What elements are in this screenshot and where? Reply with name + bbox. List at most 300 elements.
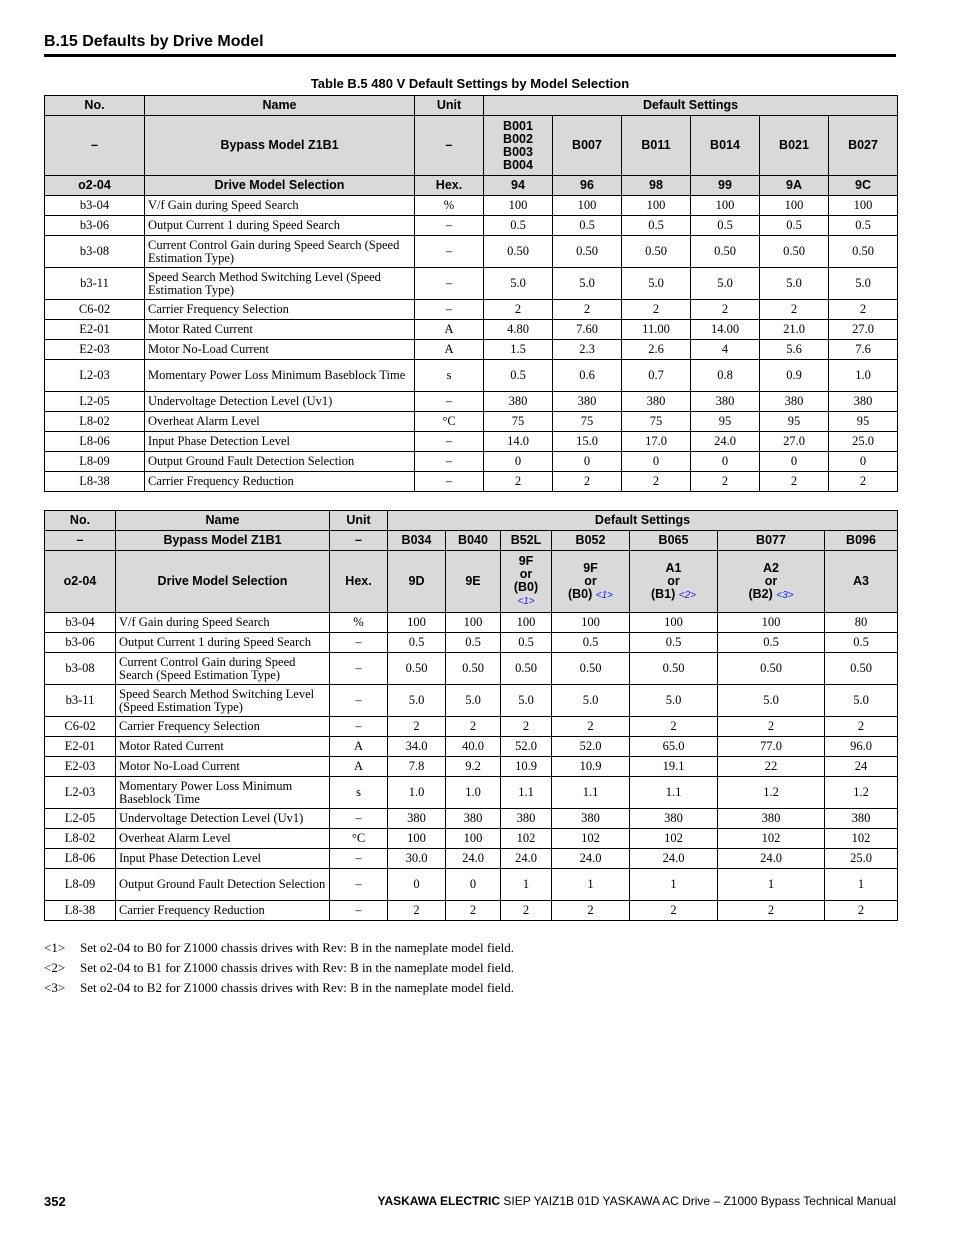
col-header-default-settings: Default Settings bbox=[484, 96, 898, 116]
table-row bbox=[45, 613, 898, 633]
param-value: 5.0 bbox=[388, 685, 446, 717]
table-row bbox=[45, 452, 898, 472]
bypass-name: Bypass Model Z1B1 bbox=[145, 116, 415, 176]
param-value: 0 bbox=[691, 452, 760, 472]
param-name: Current Control Gain during Speed Search (Speed Estimation Type) bbox=[116, 653, 330, 685]
param-value: 380 bbox=[388, 809, 446, 829]
param-value: 380 bbox=[760, 392, 829, 412]
param-value: 0.50 bbox=[446, 653, 501, 685]
param-value: 380 bbox=[718, 809, 825, 829]
param-value: 0.50 bbox=[552, 653, 630, 685]
table-row bbox=[45, 340, 898, 360]
bypass-unit: – bbox=[330, 531, 388, 551]
param-no: b3-11 bbox=[45, 268, 145, 300]
table-row bbox=[45, 196, 898, 216]
param-value: 24.0 bbox=[446, 849, 501, 869]
param-value: 2 bbox=[501, 717, 552, 737]
param-unit: – bbox=[330, 901, 388, 921]
footnote bbox=[44, 938, 514, 958]
table-row bbox=[45, 268, 898, 300]
param-unit: A bbox=[330, 757, 388, 777]
param-value: 0.5 bbox=[388, 633, 446, 653]
footnote-tag: <2> bbox=[44, 960, 66, 975]
table-row bbox=[45, 432, 898, 452]
param-value: 5.0 bbox=[553, 268, 622, 300]
param-value: 0.5 bbox=[691, 216, 760, 236]
param-value: 10.9 bbox=[501, 757, 552, 777]
footnotes bbox=[44, 938, 514, 998]
param-value: 380 bbox=[484, 392, 553, 412]
param-value: 2 bbox=[622, 300, 691, 320]
footer-doc: SIEP YAIZ1B 01D YASKAWA AC Drive – Z1000 Bypass Technical Manual bbox=[500, 1194, 896, 1208]
param-no: L8-02 bbox=[45, 412, 145, 432]
bypass-model-cell: B065 bbox=[630, 531, 718, 551]
param-no: E2-01 bbox=[45, 320, 145, 340]
param-no: L8-09 bbox=[45, 452, 145, 472]
param-no: L2-05 bbox=[45, 392, 145, 412]
footnote-ref-link[interactable]: <3> bbox=[776, 589, 794, 601]
drive-model-unit: Hex. bbox=[415, 176, 484, 196]
param-unit: – bbox=[330, 633, 388, 653]
footer-brand: YASKAWA ELECTRIC bbox=[377, 1194, 501, 1208]
param-no: E2-03 bbox=[45, 340, 145, 360]
param-value: 0 bbox=[760, 452, 829, 472]
bypass-model-cell: B001 B002 B003 B004 bbox=[484, 116, 553, 176]
param-value: 0.5 bbox=[829, 216, 898, 236]
table-row bbox=[45, 472, 898, 492]
param-value: 2 bbox=[553, 300, 622, 320]
param-value: 17.0 bbox=[622, 432, 691, 452]
param-value: 102 bbox=[501, 829, 552, 849]
param-value: 5.0 bbox=[760, 268, 829, 300]
param-unit: – bbox=[415, 216, 484, 236]
param-no: b3-11 bbox=[45, 685, 116, 717]
param-value: 24.0 bbox=[552, 849, 630, 869]
table-row bbox=[45, 777, 898, 809]
param-value: 0 bbox=[829, 452, 898, 472]
param-unit: % bbox=[415, 196, 484, 216]
drive-model-value bbox=[825, 551, 898, 613]
param-value: 2 bbox=[484, 472, 553, 492]
param-value: 2 bbox=[825, 717, 898, 737]
param-value: 24.0 bbox=[691, 432, 760, 452]
bypass-model-cell: B021 bbox=[760, 116, 829, 176]
param-value: 14.0 bbox=[484, 432, 553, 452]
drive-model-value: 94 bbox=[484, 176, 553, 196]
param-unit: – bbox=[415, 472, 484, 492]
param-name: Motor Rated Current bbox=[145, 320, 415, 340]
param-value: 100 bbox=[622, 196, 691, 216]
param-value: 5.0 bbox=[630, 685, 718, 717]
param-name: Overheat Alarm Level bbox=[145, 412, 415, 432]
param-unit: – bbox=[415, 452, 484, 472]
bypass-model-row bbox=[45, 116, 898, 176]
param-no: L8-02 bbox=[45, 829, 116, 849]
param-value: 380 bbox=[622, 392, 691, 412]
param-value: 96.0 bbox=[825, 737, 898, 757]
param-value: 0.50 bbox=[760, 236, 829, 268]
param-value: 5.0 bbox=[552, 685, 630, 717]
param-value: 4 bbox=[691, 340, 760, 360]
bypass-model-cell: B007 bbox=[553, 116, 622, 176]
param-value: 100 bbox=[630, 613, 718, 633]
param-value: 24 bbox=[825, 757, 898, 777]
param-value: 102 bbox=[630, 829, 718, 849]
drive-model-value bbox=[388, 551, 446, 613]
table-row bbox=[45, 757, 898, 777]
param-value: 1 bbox=[718, 869, 825, 901]
param-unit: °C bbox=[330, 829, 388, 849]
footnote-ref-link[interactable]: <1> bbox=[517, 596, 535, 607]
param-value: 75 bbox=[484, 412, 553, 432]
param-value: 100 bbox=[760, 196, 829, 216]
param-value: 25.0 bbox=[825, 849, 898, 869]
param-no: E2-01 bbox=[45, 737, 116, 757]
bypass-no: – bbox=[45, 116, 145, 176]
param-value: 9.2 bbox=[446, 757, 501, 777]
param-unit: – bbox=[415, 392, 484, 412]
param-name: Carrier Frequency Reduction bbox=[145, 472, 415, 492]
param-value: 5.0 bbox=[718, 685, 825, 717]
param-value: 95 bbox=[829, 412, 898, 432]
bypass-unit: – bbox=[415, 116, 484, 176]
bypass-model-cell: B014 bbox=[691, 116, 760, 176]
drive-model-no: o2-04 bbox=[45, 551, 116, 613]
param-value: 75 bbox=[553, 412, 622, 432]
param-value: 0.50 bbox=[484, 236, 553, 268]
title-rule bbox=[44, 54, 896, 57]
table-row bbox=[45, 717, 898, 737]
param-value: 0.8 bbox=[691, 360, 760, 392]
col-header-unit: Unit bbox=[415, 96, 484, 116]
param-value: 0.50 bbox=[553, 236, 622, 268]
param-value: 0.50 bbox=[829, 236, 898, 268]
param-value: 22 bbox=[718, 757, 825, 777]
drive-model-value: 9A bbox=[760, 176, 829, 196]
param-value: 2 bbox=[829, 300, 898, 320]
col-header-no: No. bbox=[45, 511, 116, 531]
param-no: L8-06 bbox=[45, 432, 145, 452]
drive-model-hex: 9D bbox=[408, 574, 425, 588]
param-name: Undervoltage Detection Level (Uv1) bbox=[145, 392, 415, 412]
param-unit: – bbox=[330, 869, 388, 901]
drive-model-hex: A3 bbox=[853, 574, 869, 588]
page-number: 352 bbox=[44, 1194, 66, 1209]
param-value: 0.50 bbox=[388, 653, 446, 685]
param-value: 0.5 bbox=[446, 633, 501, 653]
table-row bbox=[45, 320, 898, 340]
param-value: 0.50 bbox=[825, 653, 898, 685]
param-value: 0.50 bbox=[691, 236, 760, 268]
param-value: 0.5 bbox=[484, 216, 553, 236]
footnote-text: Set o2-04 to B1 for Z1000 chassis drives with Rev: B in the nameplate model field. bbox=[80, 960, 514, 975]
param-value: 0.5 bbox=[825, 633, 898, 653]
param-value: 2 bbox=[388, 901, 446, 921]
param-value: 80 bbox=[825, 613, 898, 633]
param-name: Input Phase Detection Level bbox=[116, 849, 330, 869]
header-row bbox=[45, 96, 898, 116]
param-value: 0 bbox=[484, 452, 553, 472]
param-name: Momentary Power Loss Minimum Baseblock Time bbox=[116, 777, 330, 809]
param-value: 2 bbox=[552, 901, 630, 921]
param-unit: – bbox=[415, 236, 484, 268]
param-value: 14.00 bbox=[691, 320, 760, 340]
param-name: Motor Rated Current bbox=[116, 737, 330, 757]
defaults-table-1 bbox=[44, 95, 898, 492]
param-value: 100 bbox=[446, 613, 501, 633]
bypass-model-cell: B077 bbox=[718, 531, 825, 551]
table-row bbox=[45, 869, 898, 901]
param-value: 0.5 bbox=[484, 360, 553, 392]
param-no: b3-08 bbox=[45, 236, 145, 268]
drive-model-hex: A1 or (B1) bbox=[650, 560, 682, 601]
param-name: Output Ground Fault Detection Selection bbox=[145, 452, 415, 472]
param-value: 100 bbox=[446, 829, 501, 849]
param-value: 2 bbox=[622, 472, 691, 492]
param-no: b3-08 bbox=[45, 653, 116, 685]
bypass-model-cell: B034 bbox=[388, 531, 446, 551]
param-value: 1.1 bbox=[501, 777, 552, 809]
table-row bbox=[45, 392, 898, 412]
param-no: L8-38 bbox=[45, 472, 145, 492]
param-value: 1.5 bbox=[484, 340, 553, 360]
param-value: 2 bbox=[691, 472, 760, 492]
param-value: 0.50 bbox=[622, 236, 691, 268]
col-header-name: Name bbox=[116, 511, 330, 531]
param-value: 19.1 bbox=[630, 757, 718, 777]
param-no: C6-02 bbox=[45, 300, 145, 320]
defaults-table-2 bbox=[44, 510, 898, 921]
param-value: 1 bbox=[501, 869, 552, 901]
param-no: E2-03 bbox=[45, 757, 116, 777]
param-value: 95 bbox=[691, 412, 760, 432]
param-name: Output Ground Fault Detection Selection bbox=[116, 869, 330, 901]
param-value: 102 bbox=[825, 829, 898, 849]
col-header-name: Name bbox=[145, 96, 415, 116]
param-value: 100 bbox=[553, 196, 622, 216]
param-value: 0.6 bbox=[553, 360, 622, 392]
param-value: 380 bbox=[552, 809, 630, 829]
param-value: 1.0 bbox=[829, 360, 898, 392]
param-value: 102 bbox=[552, 829, 630, 849]
param-value: 15.0 bbox=[553, 432, 622, 452]
param-value: 102 bbox=[718, 829, 825, 849]
bypass-model-cell: B040 bbox=[446, 531, 501, 551]
drive-model-hex: 9F or (B0) bbox=[513, 554, 539, 594]
param-value: 27.0 bbox=[760, 432, 829, 452]
param-value: 100 bbox=[718, 613, 825, 633]
param-value: 0.9 bbox=[760, 360, 829, 392]
param-value: 2 bbox=[630, 901, 718, 921]
param-value: 2 bbox=[760, 472, 829, 492]
param-name: Undervoltage Detection Level (Uv1) bbox=[116, 809, 330, 829]
param-value: 2 bbox=[446, 901, 501, 921]
drive-model-hex: 9F or (B0) bbox=[567, 560, 598, 601]
bypass-model-cell: B52L bbox=[501, 531, 552, 551]
param-value: 2 bbox=[388, 717, 446, 737]
param-unit: – bbox=[330, 685, 388, 717]
col-header-no: No. bbox=[45, 96, 145, 116]
param-value: 5.0 bbox=[484, 268, 553, 300]
bypass-model-cell: B052 bbox=[552, 531, 630, 551]
header-row bbox=[45, 511, 898, 531]
param-value: 0.5 bbox=[553, 216, 622, 236]
param-name: Output Current 1 during Speed Search bbox=[145, 216, 415, 236]
param-value: 5.0 bbox=[825, 685, 898, 717]
param-value: 5.0 bbox=[829, 268, 898, 300]
drive-model-hex: A2 or (B2) bbox=[748, 560, 779, 601]
drive-model-hex: 9E bbox=[465, 574, 481, 588]
drive-model-no: o2-04 bbox=[45, 176, 145, 196]
param-name: Output Current 1 during Speed Search bbox=[116, 633, 330, 653]
param-no: b3-04 bbox=[45, 613, 116, 633]
param-unit: – bbox=[330, 653, 388, 685]
drive-model-value: 98 bbox=[622, 176, 691, 196]
drive-model-row bbox=[45, 551, 898, 613]
table-row bbox=[45, 849, 898, 869]
param-value: 1.0 bbox=[388, 777, 446, 809]
param-unit: – bbox=[415, 432, 484, 452]
param-value: 2 bbox=[829, 472, 898, 492]
param-no: b3-06 bbox=[45, 216, 145, 236]
param-value: 40.0 bbox=[446, 737, 501, 757]
param-unit: % bbox=[330, 613, 388, 633]
param-value: 1 bbox=[825, 869, 898, 901]
param-value: 0 bbox=[388, 869, 446, 901]
param-value: 5.6 bbox=[760, 340, 829, 360]
param-value: 2 bbox=[718, 901, 825, 921]
param-value: 24.0 bbox=[630, 849, 718, 869]
param-no: b3-04 bbox=[45, 196, 145, 216]
param-value: 11.00 bbox=[622, 320, 691, 340]
param-value: 0 bbox=[553, 452, 622, 472]
param-value: 2.3 bbox=[553, 340, 622, 360]
param-name: Speed Search Method Switching Level (Speed Estimation Type) bbox=[116, 685, 330, 717]
param-value: 0.5 bbox=[501, 633, 552, 653]
param-value: 1.2 bbox=[825, 777, 898, 809]
bypass-name: Bypass Model Z1B1 bbox=[116, 531, 330, 551]
table-row bbox=[45, 829, 898, 849]
param-value: 5.0 bbox=[691, 268, 760, 300]
param-value: 34.0 bbox=[388, 737, 446, 757]
param-value: 2 bbox=[553, 472, 622, 492]
param-value: 52.0 bbox=[552, 737, 630, 757]
param-value: 2 bbox=[552, 717, 630, 737]
param-value: 7.8 bbox=[388, 757, 446, 777]
drive-model-value: 99 bbox=[691, 176, 760, 196]
table-row bbox=[45, 737, 898, 757]
param-value: 2 bbox=[630, 717, 718, 737]
param-unit: °C bbox=[415, 412, 484, 432]
table-row bbox=[45, 216, 898, 236]
param-value: 0.50 bbox=[718, 653, 825, 685]
table-caption: Table B.5 480 V Default Settings by Model Selection bbox=[310, 76, 630, 91]
param-value: 0.5 bbox=[552, 633, 630, 653]
footnote-text: Set o2-04 to B0 for Z1000 chassis drives with Rev: B in the nameplate model field. bbox=[80, 940, 514, 955]
param-value: 21.0 bbox=[760, 320, 829, 340]
param-value: 100 bbox=[691, 196, 760, 216]
footer-text bbox=[378, 1194, 896, 1208]
param-value: 0.5 bbox=[622, 216, 691, 236]
param-value: 2 bbox=[691, 300, 760, 320]
param-name: Momentary Power Loss Minimum Baseblock Time bbox=[145, 360, 415, 392]
param-value: 380 bbox=[501, 809, 552, 829]
drive-model-value bbox=[501, 551, 552, 613]
param-value: 380 bbox=[825, 809, 898, 829]
param-value: 27.0 bbox=[829, 320, 898, 340]
param-name: Motor No-Load Current bbox=[145, 340, 415, 360]
param-no: L8-38 bbox=[45, 901, 116, 921]
param-unit: A bbox=[415, 320, 484, 340]
param-value: 0.5 bbox=[718, 633, 825, 653]
drive-model-name: Drive Model Selection bbox=[145, 176, 415, 196]
param-value: 52.0 bbox=[501, 737, 552, 757]
table-row bbox=[45, 300, 898, 320]
param-value: 0.50 bbox=[630, 653, 718, 685]
param-value: 2 bbox=[446, 717, 501, 737]
param-value: 1.1 bbox=[552, 777, 630, 809]
drive-model-row bbox=[45, 176, 898, 196]
param-unit: – bbox=[415, 300, 484, 320]
param-value: 2 bbox=[718, 717, 825, 737]
footnote-text: Set o2-04 to B2 for Z1000 chassis drives with Rev: B in the nameplate model field. bbox=[80, 980, 514, 995]
drive-model-value: 9C bbox=[829, 176, 898, 196]
param-unit: A bbox=[330, 737, 388, 757]
footnote-ref-link[interactable]: <2> bbox=[678, 589, 697, 601]
drive-model-value bbox=[630, 551, 718, 613]
param-value: 2 bbox=[760, 300, 829, 320]
param-no: L2-05 bbox=[45, 809, 116, 829]
param-no: L2-03 bbox=[45, 777, 116, 809]
param-value: 2.6 bbox=[622, 340, 691, 360]
param-value: 380 bbox=[691, 392, 760, 412]
param-value: 4.80 bbox=[484, 320, 553, 340]
param-value: 1.2 bbox=[718, 777, 825, 809]
param-value: 380 bbox=[553, 392, 622, 412]
param-unit: – bbox=[330, 717, 388, 737]
footnote-tag: <1> bbox=[44, 940, 66, 955]
drive-model-value bbox=[718, 551, 825, 613]
param-name: Carrier Frequency Reduction bbox=[116, 901, 330, 921]
table-row bbox=[45, 901, 898, 921]
param-value: 0 bbox=[622, 452, 691, 472]
param-name: V/f Gain during Speed Search bbox=[116, 613, 330, 633]
col-header-default-settings: Default Settings bbox=[388, 511, 898, 531]
param-unit: A bbox=[415, 340, 484, 360]
param-no: b3-06 bbox=[45, 633, 116, 653]
param-name: Motor No-Load Current bbox=[116, 757, 330, 777]
param-value: 77.0 bbox=[718, 737, 825, 757]
param-name: Carrier Frequency Selection bbox=[116, 717, 330, 737]
param-value: 380 bbox=[630, 809, 718, 829]
footnote bbox=[44, 978, 514, 998]
param-value: 75 bbox=[622, 412, 691, 432]
param-value: 24.0 bbox=[501, 849, 552, 869]
param-value: 380 bbox=[829, 392, 898, 412]
param-value: 24.0 bbox=[718, 849, 825, 869]
param-value: 7.60 bbox=[553, 320, 622, 340]
param-value: 95 bbox=[760, 412, 829, 432]
table-row bbox=[45, 809, 898, 829]
param-value: 2 bbox=[484, 300, 553, 320]
drive-model-unit: Hex. bbox=[330, 551, 388, 613]
footnote-ref-link[interactable]: <1> bbox=[595, 589, 614, 601]
param-value: 100 bbox=[829, 196, 898, 216]
drive-model-name: Drive Model Selection bbox=[116, 551, 330, 613]
param-unit: – bbox=[330, 849, 388, 869]
table-row bbox=[45, 412, 898, 432]
param-value: 0 bbox=[446, 869, 501, 901]
